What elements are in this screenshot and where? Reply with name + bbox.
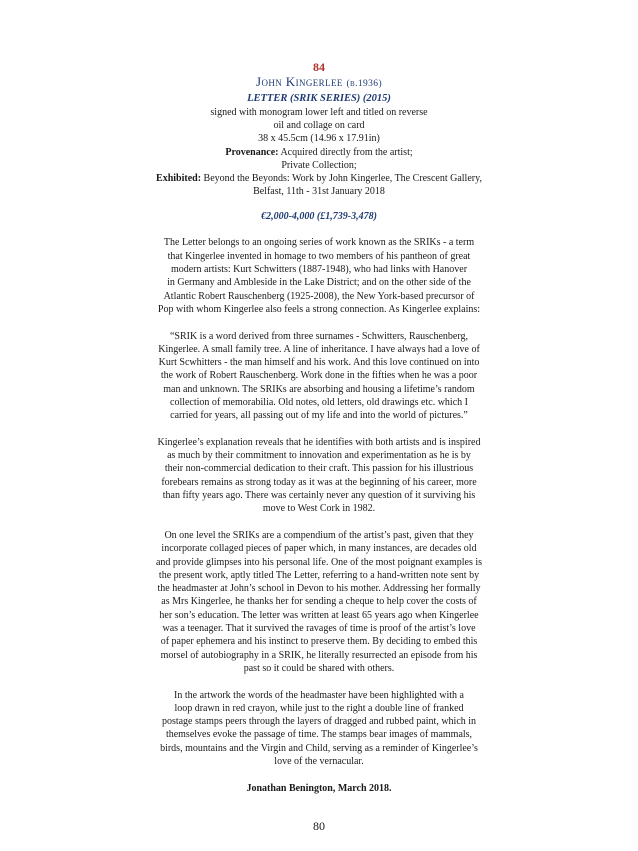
essay-line: and provide glimpses into his personal life. One of the most poignant examples is: [155, 556, 483, 568]
essay-line: past so it could be shared with others.: [243, 662, 395, 674]
essay-line: Pop with whom Kingerlee also feels a strong connection. As Kingerlee explains:: [157, 303, 481, 315]
essay-line: morsel of autobiography in a SRIK, he literally resurrected an episode from his: [160, 649, 478, 661]
essay-line: Kingerlee’s explanation reveals that he identifies with both artists and is inspired: [157, 436, 481, 448]
lot-entry: [140, 60, 498, 795]
paragraph: [140, 529, 498, 675]
paragraph: [140, 689, 498, 769]
essay-line: loop drawn in red crayon, while just to the right a double line of franked: [174, 702, 464, 714]
essay-line: birds, mountains and the Virgin and Child, serving as a reminder of Kingerlee’s: [160, 742, 478, 754]
provenance-label: Provenance:: [225, 146, 279, 158]
artwork-title: LETTER (SRIK SERIES) (2015): [247, 93, 391, 104]
essay-line: the work of Robert Rauschenberg. Work done in the fifties when he was a poor: [160, 370, 478, 382]
signature-note: signed with monogram lower left and titled on reverse: [210, 107, 428, 118]
paragraph: [140, 436, 498, 516]
essay-line: The Letter belongs to an ongoing series of work known as the SRIKs - a term: [163, 237, 475, 249]
essay-line: Kurt Scwhitters - the man himself and his work. And this love continued on into: [158, 357, 480, 369]
essay-line: On one level the SRIKs are a compendium of the artist’s past, given that they: [164, 529, 474, 541]
estimate: €2,000-4,000 (£1,739-3,478): [261, 211, 377, 223]
dimensions: 38 x 45.5cm (14.96 x 17.91in): [258, 133, 380, 145]
essay: [140, 236, 498, 768]
author-signoff: Jonathan Benington, March 2018.: [246, 782, 392, 794]
essay-line: postage stamps peers through the layers of dragged and rubbed paint, which in: [161, 716, 477, 728]
essay-line: collection of memorabilia. Old notes, old letters, old drawings etc. which I: [170, 396, 468, 408]
essay-line: love of the vernacular.: [274, 756, 364, 767]
essay-line: Kingerlee. A small family tree. A line of inheritance. I have always had a love of: [158, 343, 480, 355]
provenance-text: Acquired directly from the artist;: [278, 146, 413, 158]
essay-line: modern artists: Kurt Schwitters (1887-1948), who had links with Hanover: [170, 264, 468, 276]
essay-line: “SRIK is a word derived from three surnames - Schwitters, Rauschenberg,: [169, 330, 469, 342]
essay-line: that Kingerlee invented in homage to two members of his pantheon of great: [167, 250, 471, 262]
essay-line: themselves evoke the passage of time. The stamps bear images of mammals,: [165, 729, 473, 741]
essay-line: their non-commercial dedication to their craft. This passion for his illustrious: [164, 463, 474, 475]
artist-dates: (b.1936): [346, 79, 383, 89]
essay-line: her son’s education. The letter was written at least 65 years ago when Kingerlee: [159, 609, 479, 621]
exhibited-continued: Belfast, 11th - 31st January 2018: [253, 186, 385, 198]
essay-line: carried for years, all passing out of my life and into the world of pictures.”: [170, 410, 468, 422]
essay-line: the present work, aptly titled The Letter, referring to a hand-written note sent by: [158, 569, 480, 581]
essay-line: was a teenager. That it survived the ravages of time is proof of the artist’s love: [162, 623, 476, 635]
essay-line: as much by their commitment to innovation and experimentation as he is by: [167, 450, 471, 462]
exhibited-label: Exhibited:: [156, 173, 202, 185]
essay-line: In the artwork the words of the headmaster have been highlighted with a: [174, 689, 464, 701]
lot-number: 84: [313, 60, 325, 74]
essay-line: forebears remains as strong today as it was at the beginning of his career, more: [161, 476, 477, 488]
essay-line: man and unknown. The SRIKs are absorbing and housing a lifetime’s random: [163, 383, 475, 395]
exhibited: [140, 172, 498, 185]
medium: oil and collage on card: [273, 120, 365, 132]
essay-line: Atlantic Robert Rauschenberg (1925-2008), the New York-based precursor of: [163, 290, 475, 302]
essay-line: as Mrs Kingerlee, he thanks her for sending a cheque to help cover the costs of: [161, 596, 477, 608]
artwork-details: [140, 106, 498, 198]
essay-line: in Germany and Ambleside in the Lake District; and on the other side of the: [167, 277, 471, 289]
artist-heading: [140, 74, 498, 92]
artist-name: John Kingerlee: [255, 74, 343, 89]
essay-line: move to West Cork in 1982.: [262, 503, 376, 515]
exhibited-text: Beyond the Beyonds: Work by John Kingerlee, The Crescent Gallery,: [201, 173, 482, 185]
provenance-continued: Private Collection;: [281, 159, 357, 171]
essay-line: the headmaster at John’s school in Devon to his mother. Addressing her formally: [157, 583, 481, 595]
page-number: 80: [313, 819, 325, 833]
paragraph: [140, 236, 498, 316]
provenance: [140, 146, 498, 159]
essay-line: incorporate collaged pieces of paper which, in many instances, are decades old: [161, 543, 477, 555]
paragraph: [140, 330, 498, 423]
essay-line: of paper ephemera and his instinct to preserve them. By deciding to embed this: [160, 636, 478, 648]
essay-line: than fifty years ago. There was certainly never any question of it surviving his: [162, 490, 476, 502]
